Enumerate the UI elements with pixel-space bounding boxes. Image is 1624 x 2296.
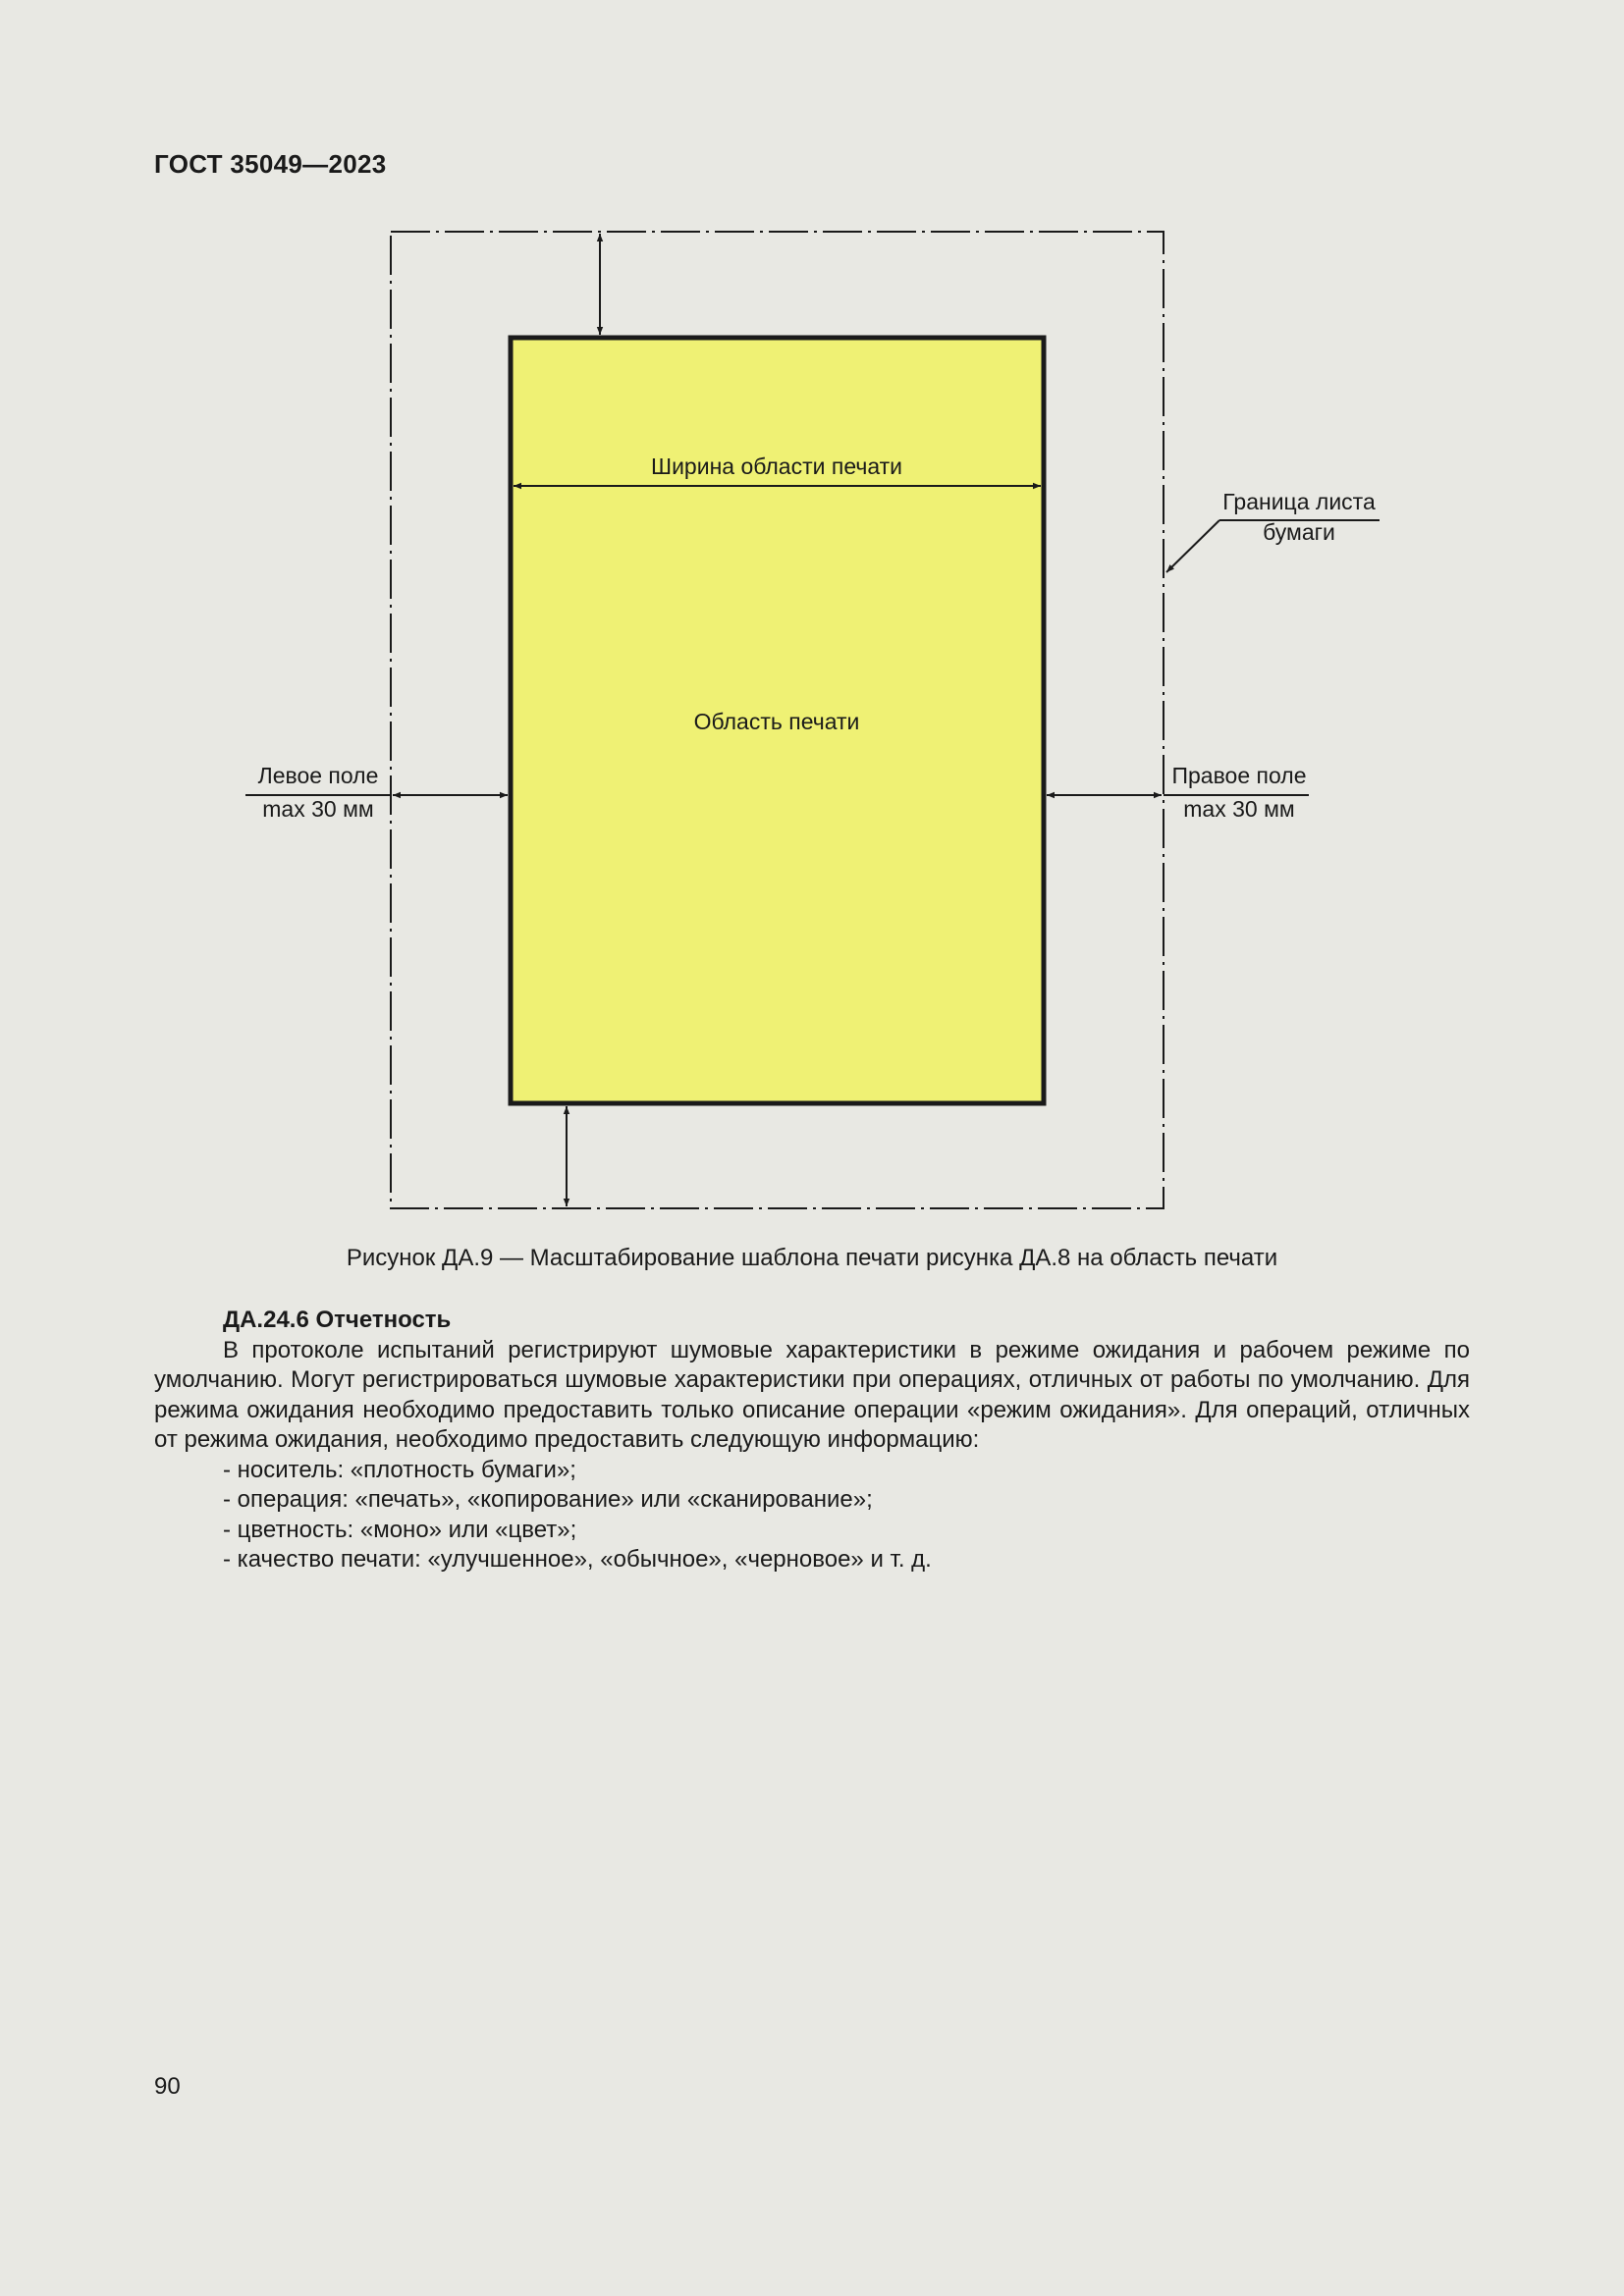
right-margin-value: max 30 мм [1183,796,1295,822]
list-item: - качество печати: «улучшенное», «обычное», «черновое» и т. д. [223,1546,932,1573]
left-margin-label: Левое поле [257,763,379,788]
list-item: - операция: «печать», «копирование» или «сканирование»; [223,1486,873,1513]
figure-caption: Рисунок ДА.9 — Масштабирование шаблона печати рисунка ДА.8 на область печати [346,1245,1278,1271]
info-list [154,1456,1470,1575]
page-number: 90 [154,2073,181,2100]
list-item: - носитель: «плотность бумаги»; [223,1456,576,1483]
sheet-border-leader-arrow [1166,520,1219,572]
list-item: - цветность: «моно» или «цвет»; [223,1516,577,1543]
right-margin-label: Правое поле [1171,763,1307,788]
sheet-border-label-line1: Граница листа [1222,489,1376,514]
sheet-border-label-line2: бумаги [1263,519,1335,545]
section-paragraph: В протоколе испытаний регистрируют шумовые характеристики в режиме ожидания и рабочем режиме по умолчанию. Могут регистрироваться шумовые характеристики при операциях, отличных от работы по умолчанию. Для режима ожидания необходимо предоставить только описание операции «режим ожидания». Для операций, отличных от режима ожидания, необходимо предоставить следующую информацию: [154,1336,1470,1453]
print-width-label: Ширина области печати [651,454,902,479]
left-margin-value: max 30 мм [262,796,374,822]
document-header: ГОСТ 35049—2023 [154,149,387,179]
section-title: ДА.24.6 Отчетность [223,1307,452,1333]
section-reporting [154,1306,1470,1575]
print-area-label: Область печати [693,709,860,734]
